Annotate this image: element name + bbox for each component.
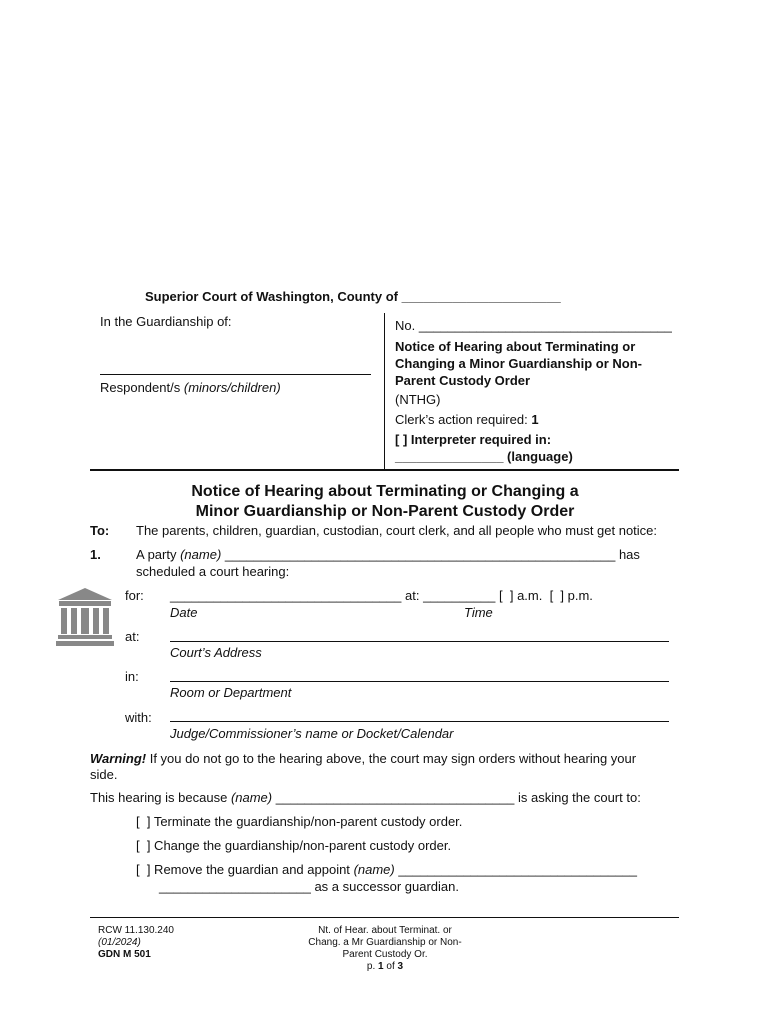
header-rule	[90, 469, 679, 471]
because-italic: (name)	[230, 790, 273, 805]
hearing-date-blank[interactable]: ________________________________	[170, 588, 402, 603]
footer-left	[98, 925, 174, 961]
page-current: 1	[378, 961, 384, 972]
respondent-label-italic: (minors/children)	[183, 380, 281, 395]
item1-line1	[136, 547, 640, 562]
requester-name-blank[interactable]: _________________________________	[275, 790, 515, 805]
interpreter-checkbox[interactable]: [ ] Interpreter required in:	[395, 432, 552, 447]
at-time-label: at:	[404, 588, 420, 603]
for-label: for:	[125, 588, 144, 603]
to-text: The parents, children, guardian, custodian, court clerk, and all people who must get notice:	[136, 523, 658, 538]
party-name-blank[interactable]: ______________________________________________________	[224, 547, 616, 562]
form-title-box	[395, 338, 642, 389]
warning-line1	[90, 751, 636, 766]
page-total: 3	[397, 961, 404, 972]
warning-line2: side.	[90, 767, 118, 782]
because-post: is asking the court to:	[517, 790, 641, 805]
court-heading	[145, 289, 561, 304]
clerk-action-value: 1	[531, 412, 539, 427]
successor-name-blank[interactable]: _________________________________	[398, 862, 637, 877]
page-number	[275, 961, 495, 973]
case-number-field[interactable]: No. ___________________________________	[395, 318, 672, 333]
because-text: This hearing is because	[90, 790, 228, 805]
footer-center-line3: Parent Custody Or.	[342, 949, 428, 960]
item1-party-italic: (name)	[180, 547, 222, 562]
item1-line2: scheduled a court hearing:	[136, 564, 290, 579]
with-label: with:	[125, 710, 152, 725]
am-pm-checkboxes[interactable]: [ ] a.m. [ ] p.m.	[499, 588, 593, 603]
court-prefix: Superior Court of Washington, County of	[145, 289, 398, 304]
form-title-line3: Parent Custody Order	[395, 373, 531, 388]
footer-center-line1: Nt. of Hear. about Terminat. or	[318, 925, 452, 936]
form-title-line2: Changing a Minor Guardianship or Non-	[395, 356, 642, 371]
warning-label: Warning!	[90, 751, 147, 766]
courthouse-icon	[56, 587, 114, 647]
option-remove[interactable]	[136, 862, 637, 877]
footer-form-id: GDN M 501	[98, 949, 151, 960]
document-title-line1: Notice of Hearing about Terminating or Changing a	[191, 483, 579, 500]
form-title-line1: Notice of Hearing about Terminating or	[395, 339, 636, 354]
county-blank[interactable]: ______________________	[401, 289, 561, 304]
respondent-label	[100, 380, 281, 395]
item1-party-text: A party	[136, 547, 177, 562]
judge-line[interactable]	[170, 721, 669, 722]
at-label: at:	[125, 629, 140, 644]
hearing-time-blank[interactable]: __________	[423, 588, 496, 603]
interpreter-language[interactable]: _______________ (language)	[395, 449, 573, 464]
form-abbrev: (NTHG)	[395, 392, 441, 407]
caption-divider	[384, 313, 385, 469]
date-caption: Date	[170, 605, 198, 620]
because-line	[90, 790, 641, 805]
clerk-action-label: Clerk’s action required:	[395, 412, 528, 427]
page-of: of	[386, 961, 395, 972]
item1-number: 1.	[90, 547, 101, 562]
page-pre: p.	[366, 961, 376, 972]
in-label: in:	[125, 669, 139, 684]
footer-center	[275, 925, 495, 973]
time-caption: Time	[464, 605, 493, 620]
interpreter-box[interactable]	[395, 431, 573, 465]
option-change[interactable]: [ ] Change the guardianship/non-parent custody order.	[136, 838, 452, 853]
room-line[interactable]	[170, 681, 669, 682]
option-remove-italic: (name)	[353, 862, 395, 877]
clerk-action	[395, 412, 539, 427]
to-label: To:	[90, 523, 110, 538]
option-remove-text[interactable]: [ ] Remove the guardian and appoint	[136, 862, 350, 877]
footer-rule	[90, 917, 679, 918]
hearing-date-row	[170, 588, 593, 603]
judge-caption: Judge/Commissioner’s name or Docket/Calendar	[170, 726, 454, 741]
footer-rcw: RCW 11.130.240	[98, 925, 174, 936]
footer-center-line2: Chang. a Mr Guardianship or Non-	[308, 937, 462, 948]
successor-line[interactable]: _____________________ as a successor guardian.	[159, 879, 459, 894]
warning-text: If you do not go to the hearing above, the court may sign orders without hearing your	[149, 751, 637, 766]
address-caption: Court’s Address	[170, 645, 262, 660]
document-title-line2: Minor Guardianship or Non-Parent Custody Order	[195, 503, 575, 520]
footer-date: (01/2024)	[98, 937, 141, 948]
court-address-line[interactable]	[170, 641, 669, 642]
respondent-name-line[interactable]	[100, 374, 371, 375]
room-caption: Room or Department	[170, 685, 292, 700]
item1-has: has	[618, 547, 640, 562]
respondent-label-text: Respondent/s	[100, 380, 181, 395]
option-terminate[interactable]: [ ] Terminate the guardianship/non-parent custody order.	[136, 814, 463, 829]
guardianship-label: In the Guardianship of:	[100, 314, 232, 329]
